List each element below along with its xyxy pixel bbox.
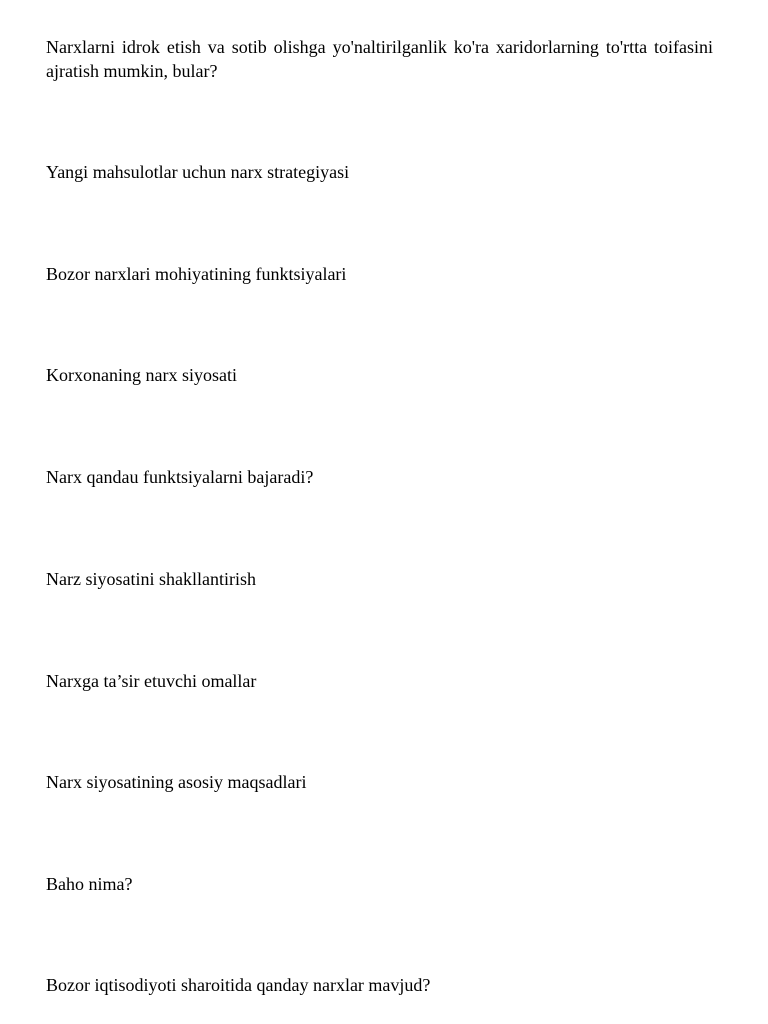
question-5: Narx qandau funktsiyalarni bajaradi? — [46, 467, 314, 487]
question-6: Narz siyosatini shakllantirish — [46, 569, 256, 589]
question-4: Korxonaning narx siyosati — [46, 365, 237, 385]
question-7: Narxga ta’sir etuvchi omallar — [46, 671, 257, 691]
question-3: Bozor narxlari mohiyatining funktsiyalari — [46, 264, 347, 284]
question-2: Yangi mahsulotlar uchun narx strategiyasi — [46, 162, 350, 182]
question-10: Bozor iqtisodiyoti sharoitida qanday narxlar mavjud? — [46, 975, 431, 995]
question-9: Baho nima? — [46, 874, 133, 894]
question-8: Narx siyosatining asosiy maqsadlari — [46, 772, 307, 792]
question-1: Narxlarni idrok etish va sotib olishga yo'naltirilganlik ko'ra xaridorlarning to'rtta toifasini ajratish mumkin, bular? — [46, 37, 713, 81]
